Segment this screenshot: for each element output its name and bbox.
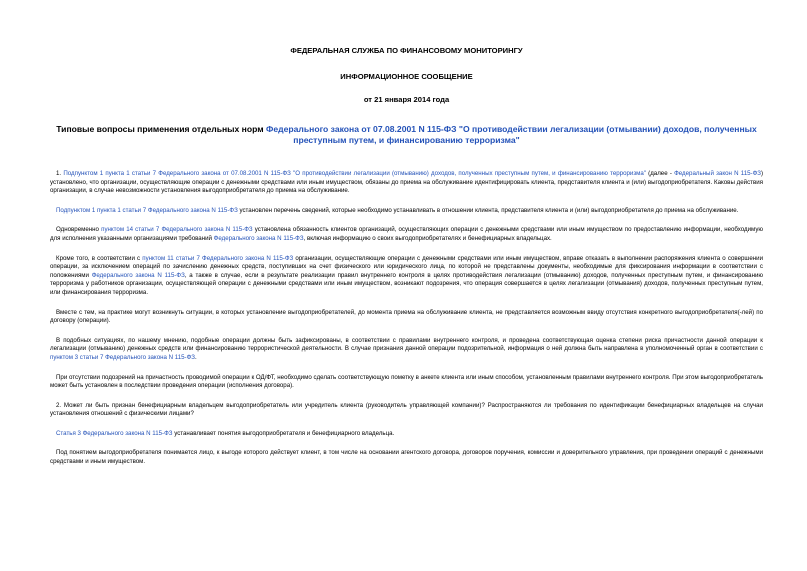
law-reference-link[interactable]: Федеральный закон N 115-ФЗ (674, 170, 761, 177)
body-paragraph (50, 207, 763, 216)
paragraph-text: . (194, 353, 197, 361)
document-title (50, 124, 763, 146)
body-paragraph (50, 449, 763, 466)
paragraph-text: 1. (56, 170, 64, 177)
paragraph-text: ) установлено, что организации, осуществляющие операции с денежными средствами или иным имуществом, обязаны до приема на обслуживание идентифицировать клиента, представителя клиента и (или) выгодоприобретателя. Каковы действия организации, в случае невозможности установления выгодоприобретателя до приема на обслуживание. (50, 170, 763, 195)
paragraph-text: организации, осуществляющие операции с денежными средствами или иным имуществом, вправе отказать в выполнении распоряжения клиента о совершении операции, за исключением операций по зачислению денежных средств, поступивших на счет физического или юридического лица, по которой не представлены документы, необходимые для фиксирования информации в соответствии с положениями (50, 254, 763, 279)
paragraph-text: Под понятием выгодоприобретателя понимается лицо, к выгоде которого действует клиент, в том числе на основании агентского договора, договоров поручения, комиссии и доверительного управления, при проведении операций с денежными средствами и иным имуществом. (50, 449, 763, 466)
paragraph-text: установлен перечень сведений, которые необходимо устанавливать в отношении клиента, представителя клиента и (или) выгодоприобретателя до приема на обслуживание. (237, 206, 739, 214)
body-paragraph (50, 309, 763, 326)
law-reference-link[interactable]: пунктом 14 статьи 7 Федерального закона N 115-ФЗ (101, 226, 253, 234)
document-date: от 21 января 2014 года (363, 95, 450, 104)
paragraph-text: Вместе с тем, на практике могут возникнуть ситуации, в которых установление выгодоприобретателей, до момента приема на обслуживание клиента, не представляется возможным ввиду отсутствия конкретного выгодоприобретателя(-лей) по договору (операции). (50, 308, 763, 325)
body-paragraph (50, 226, 763, 243)
law-reference-link[interactable]: Подпунктом 1 пункта 1 статьи 7 Федерального закона N 115-ФЗ (56, 206, 238, 214)
paragraph-text: Кроме того, в соответствии с (56, 254, 143, 262)
law-reference-link[interactable]: пунктом 3 статьи 7 Федерального закона N 115-ФЗ (50, 353, 195, 361)
body-paragraph (50, 374, 763, 391)
paragraph-text: , а также в случае, если в результате реализации правил внутреннего контроля в целях противодействия легализации (отмыванию) доходов, полученных преступным путем, и финансированию терроризма у работников организации, осуществляющей операции с денежными средствами или иным имуществом, возникают подозрения, что операция совершается в целях легализации (отмывания) доходов, полученных преступным путем, или финансирования терроризма. (50, 271, 763, 296)
law-reference-link[interactable]: пунктом 11 статьи 7 Федерального закона N 115-ФЗ (142, 254, 294, 262)
paragraph-text: установлена обязанность клиентов организаций, осуществляющих операции с денежными средствами или иным имуществом по предоставлению информации, необходимую для исполнения указанными организациями требований (50, 226, 763, 242)
body-paragraph (50, 170, 763, 196)
paragraph-text: устанавливает понятия выгодоприобретателя и бенефициарного владельца. (172, 429, 395, 437)
body-paragraph (50, 337, 763, 363)
paragraph-text: 2. Может ли быть признан бенефициарным владельцем выгодоприобретатель или учредитель клиента (руководитель управляющей компании)? Распространяются ли требования по идентификации бенефициарных владельцев на случаи установления отношений с физическими лицами? (50, 401, 763, 418)
law-reference-link[interactable]: Федерального закона N 115-ФЗ (213, 234, 304, 242)
paragraph-text: При отсутствии подозрений на причастность проводимой операции к ОД/ФТ, необходимо сделать соответствующую пометку в анкете клиента или иным способом, установленным правилами внутреннего контроля. При этом выгодоприобретатель может быть установлен в последствии проведения операции (исполнения договора). (50, 373, 763, 390)
body-paragraph (50, 430, 763, 439)
body-paragraph (50, 255, 763, 298)
document-type-heading: ИНФОРМАЦИОННОЕ СООБЩЕНИЕ (340, 72, 473, 81)
paragraph-text: В подобных ситуациях, по нашему мнению, подобные операции должны быть зафиксированы, в соответствии с правилами внутреннего контроля, и проведена соответствующая оценка степени риска причастности данной операции к легализации (отмыванию) денежных средств или финансированию террористической деятельности. В случае признания данной операции подозрительной, информация о ней должна быть направлена в уполномоченный орган в соответствии с (50, 336, 763, 353)
law-reference-link[interactable]: Подпунктом 1 пункта 1 статьи 7 Федерального закона от 07.08.2001 N 115-ФЗ "О противодействии легализации (отмыванию) доходов, полученных преступным путем, и финансированию терроризма" (63, 170, 646, 177)
law-reference-link[interactable]: Статья 3 Федерального закона N 115-ФЗ (56, 429, 173, 437)
law-reference-link[interactable]: Федерального закона N 115-ФЗ (91, 271, 185, 279)
paragraph-text: Одновременно (56, 226, 102, 234)
title-law-link[interactable]: Федерального закона от 07.08.2001 N 115-ФЗ "О противодействии легализации (отмывании) доходов, полученных преступным путем, и финансированию терроризма" (266, 124, 757, 145)
agency-heading: ФЕДЕРАЛЬНАЯ СЛУЖБА ПО ФИНАНСОВОМУ МОНИТОРИНГУ (290, 46, 523, 55)
body-paragraph (50, 402, 763, 419)
document-body (50, 170, 763, 467)
title-prefix: Типовые вопросы применения отдельных норм (56, 124, 267, 134)
paragraph-text: , включая информацию о своих выгодоприобретателях и бенефициарных владельцах. (303, 234, 552, 242)
paragraph-text: (далее - (645, 170, 675, 177)
